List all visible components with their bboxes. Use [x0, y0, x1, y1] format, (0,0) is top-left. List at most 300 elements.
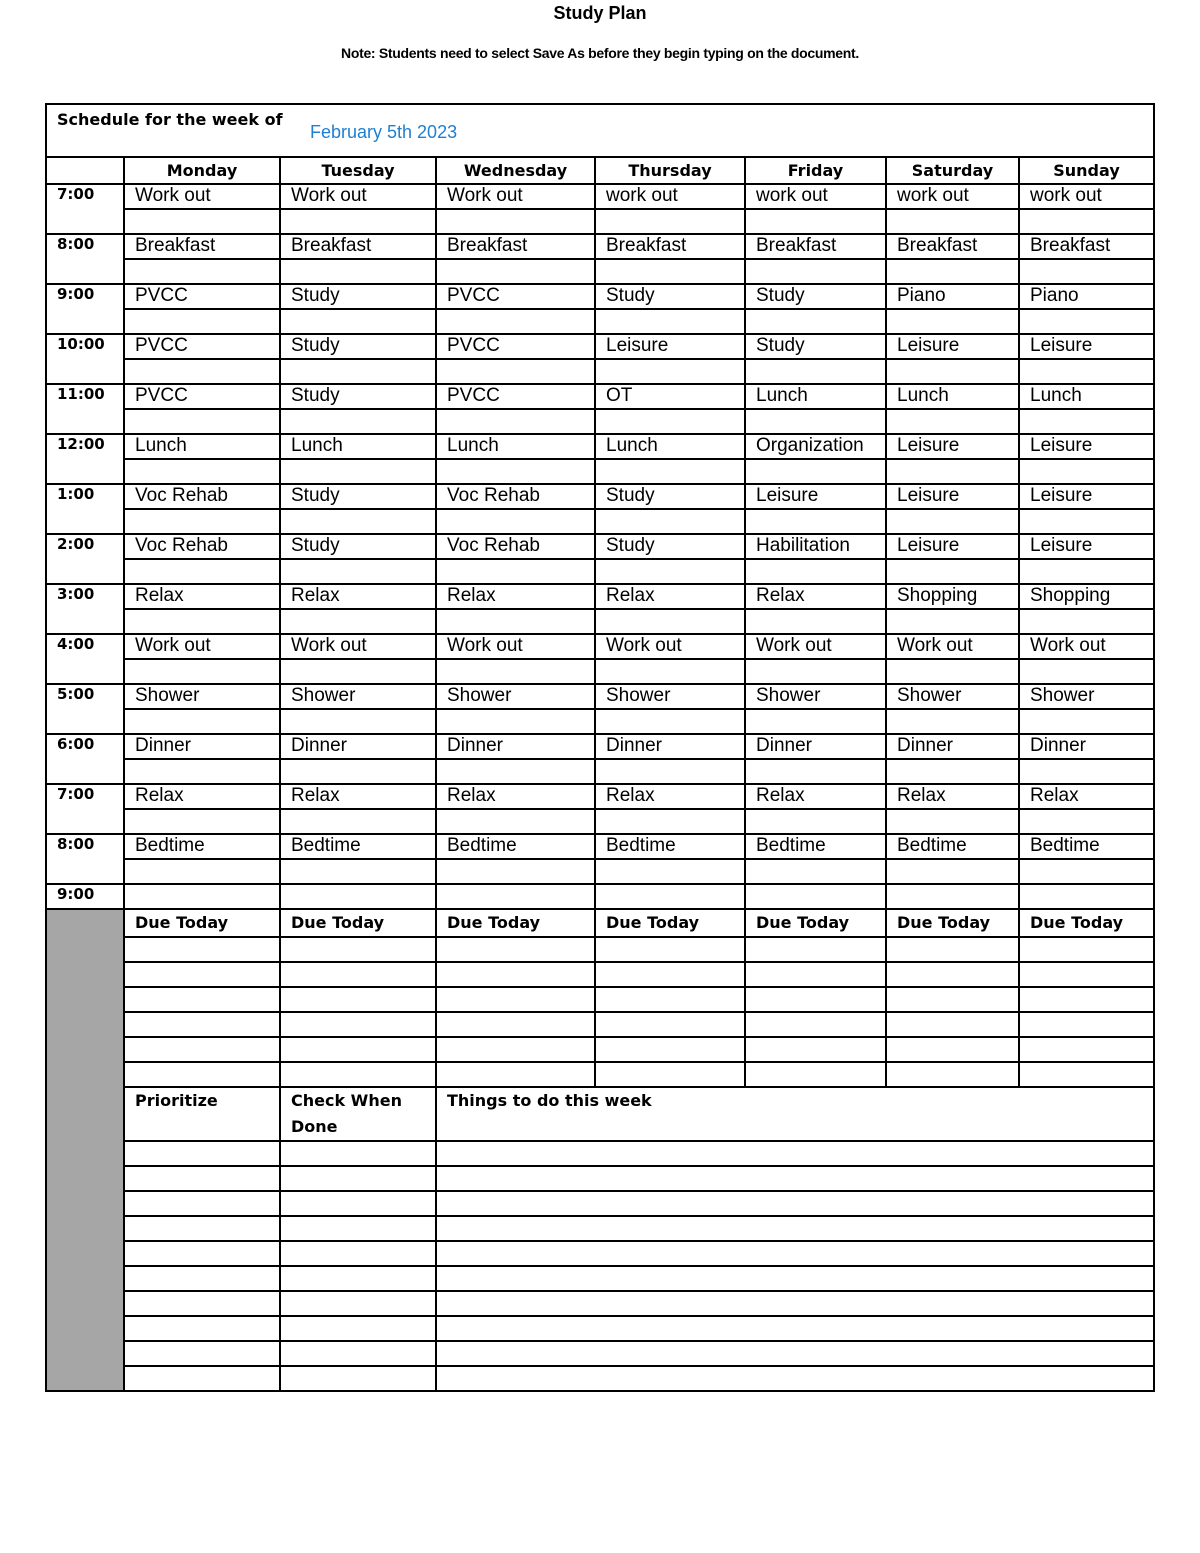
- activity-cell[interactable]: Work out: [124, 634, 280, 659]
- blank-cell[interactable]: [886, 609, 1019, 634]
- blank-cell[interactable]: [280, 209, 436, 234]
- blank-cell[interactable]: [1019, 409, 1154, 434]
- check-cell[interactable]: [280, 1316, 436, 1341]
- schedule-row-spacer: [46, 309, 1154, 334]
- blank-cell[interactable]: [124, 359, 280, 384]
- schedule-row: [46, 234, 1154, 259]
- activity-cell[interactable]: Relax: [886, 784, 1019, 809]
- activity-cell[interactable]: Leisure: [1019, 534, 1154, 559]
- due-today-entry-row: [46, 987, 1154, 1012]
- activity-cell[interactable]: Breakfast: [280, 234, 436, 259]
- blank-cell[interactable]: [886, 659, 1019, 684]
- blank-cell[interactable]: [745, 884, 886, 909]
- activity-cell[interactable]: Relax: [595, 584, 745, 609]
- activity-cell[interactable]: Bedtime: [124, 834, 280, 859]
- due-today-cell[interactable]: [436, 962, 595, 987]
- activity-cell[interactable]: Leisure: [1019, 434, 1154, 459]
- activity-cell[interactable]: Breakfast: [745, 234, 886, 259]
- blank-cell[interactable]: [1019, 509, 1154, 534]
- due-today-cell[interactable]: [436, 1062, 595, 1087]
- activity-cell[interactable]: Bedtime: [436, 834, 595, 859]
- due-today-cell[interactable]: [595, 962, 745, 987]
- blank-cell[interactable]: [595, 309, 745, 334]
- activity-cell[interactable]: Relax: [745, 584, 886, 609]
- prioritize-cell[interactable]: [124, 1166, 280, 1191]
- activity-cell[interactable]: Study: [280, 534, 436, 559]
- prioritize-cell[interactable]: [124, 1241, 280, 1266]
- activity-cell[interactable]: OT: [595, 384, 745, 409]
- time-label: 1:00: [46, 484, 124, 534]
- todo-item-cell[interactable]: [436, 1141, 1154, 1166]
- blank-cell[interactable]: [1019, 859, 1154, 884]
- due-today-cell[interactable]: [1019, 937, 1154, 962]
- blank-cell[interactable]: [124, 884, 280, 909]
- activity-cell[interactable]: PVCC: [436, 384, 595, 409]
- blank-cell[interactable]: [745, 659, 886, 684]
- day-header: Tuesday: [280, 157, 436, 184]
- prioritize-cell[interactable]: [124, 1141, 280, 1166]
- due-today-cell[interactable]: [124, 987, 280, 1012]
- time-label: 7:00: [46, 784, 124, 834]
- check-cell[interactable]: [280, 1191, 436, 1216]
- due-today-label: Due Today: [280, 909, 436, 937]
- blank-cell[interactable]: [280, 559, 436, 584]
- blank-cell[interactable]: [280, 309, 436, 334]
- todo-item-cell[interactable]: [436, 1291, 1154, 1316]
- blank-cell[interactable]: [745, 309, 886, 334]
- due-today-entry-row: [46, 1062, 1154, 1087]
- activity-cell[interactable]: Breakfast: [1019, 234, 1154, 259]
- activity-cell[interactable]: Leisure: [886, 484, 1019, 509]
- activity-cell[interactable]: Work out: [1019, 634, 1154, 659]
- blank-cell[interactable]: [595, 859, 745, 884]
- prioritize-label: Prioritize: [124, 1087, 280, 1141]
- check-cell[interactable]: [280, 1366, 436, 1391]
- blank-cell[interactable]: [436, 859, 595, 884]
- activity-cell[interactable]: Shower: [280, 684, 436, 709]
- activity-cell[interactable]: Lunch: [1019, 384, 1154, 409]
- due-today-cell[interactable]: [745, 1062, 886, 1087]
- activity-cell[interactable]: Work out: [745, 634, 886, 659]
- prioritize-cell[interactable]: [124, 1191, 280, 1216]
- activity-cell[interactable]: Study: [745, 334, 886, 359]
- blank-cell[interactable]: [745, 509, 886, 534]
- blank-cell[interactable]: [886, 859, 1019, 884]
- due-today-cell[interactable]: [886, 1062, 1019, 1087]
- blank-cell[interactable]: [886, 309, 1019, 334]
- activity-cell[interactable]: Breakfast: [436, 234, 595, 259]
- blank-cell[interactable]: [745, 459, 886, 484]
- blank-cell[interactable]: [886, 359, 1019, 384]
- blank-cell[interactable]: [595, 509, 745, 534]
- blank-cell[interactable]: [124, 259, 280, 284]
- blank-cell[interactable]: [1019, 559, 1154, 584]
- blank-cell[interactable]: [436, 609, 595, 634]
- blank-cell[interactable]: [886, 459, 1019, 484]
- activity-cell[interactable]: Work out: [280, 184, 436, 209]
- due-today-cell[interactable]: [280, 1037, 436, 1062]
- activity-cell[interactable]: Leisure: [745, 484, 886, 509]
- activity-cell[interactable]: Relax: [124, 784, 280, 809]
- prioritize-cell[interactable]: [124, 1366, 280, 1391]
- blank-cell[interactable]: [1019, 259, 1154, 284]
- activity-cell[interactable]: Study: [280, 484, 436, 509]
- activity-cell[interactable]: Shopping: [1019, 584, 1154, 609]
- prioritize-cell[interactable]: [124, 1341, 280, 1366]
- due-today-cell[interactable]: [886, 962, 1019, 987]
- activity-cell[interactable]: Shower: [595, 684, 745, 709]
- activity-cell[interactable]: Shower: [436, 684, 595, 709]
- activity-cell[interactable]: Dinner: [886, 734, 1019, 759]
- blank-cell[interactable]: [124, 459, 280, 484]
- time-label: 11:00: [46, 384, 124, 434]
- due-today-cell[interactable]: [886, 1012, 1019, 1037]
- week-header-cell: [46, 104, 1154, 157]
- activity-cell[interactable]: Work out: [436, 634, 595, 659]
- blank-cell[interactable]: [124, 509, 280, 534]
- blank-cell[interactable]: [1019, 209, 1154, 234]
- activity-cell[interactable]: PVCC: [124, 334, 280, 359]
- activity-cell[interactable]: Dinner: [745, 734, 886, 759]
- activity-cell[interactable]: Lunch: [124, 434, 280, 459]
- activity-cell[interactable]: Relax: [436, 784, 595, 809]
- activity-cell[interactable]: Bedtime: [745, 834, 886, 859]
- blank-cell[interactable]: [1019, 759, 1154, 784]
- blank-cell[interactable]: [436, 809, 595, 834]
- activity-cell[interactable]: Leisure: [1019, 484, 1154, 509]
- blank-cell[interactable]: [595, 459, 745, 484]
- activity-cell[interactable]: Breakfast: [886, 234, 1019, 259]
- due-today-cell[interactable]: [1019, 987, 1154, 1012]
- blank-cell[interactable]: [280, 659, 436, 684]
- blank-cell[interactable]: [124, 859, 280, 884]
- schedule-table: [45, 103, 1155, 1392]
- activity-cell[interactable]: Dinner: [280, 734, 436, 759]
- blank-cell[interactable]: [886, 259, 1019, 284]
- week-label: Schedule for the week of: [57, 110, 283, 129]
- blank-cell[interactable]: [1019, 659, 1154, 684]
- activity-cell[interactable]: Work out: [436, 184, 595, 209]
- activity-cell[interactable]: Relax: [595, 784, 745, 809]
- activity-cell[interactable]: Work out: [124, 184, 280, 209]
- check-cell[interactable]: [280, 1266, 436, 1291]
- activity-cell[interactable]: Lunch: [595, 434, 745, 459]
- schedule-row: [46, 884, 1154, 909]
- activity-cell[interactable]: PVCC: [436, 284, 595, 309]
- blank-cell[interactable]: [1019, 359, 1154, 384]
- activity-cell[interactable]: Piano: [886, 284, 1019, 309]
- blank-cell[interactable]: [436, 209, 595, 234]
- blank-cell[interactable]: [886, 409, 1019, 434]
- blank-cell[interactable]: [124, 609, 280, 634]
- blank-cell[interactable]: [1019, 809, 1154, 834]
- due-today-cell[interactable]: [1019, 1037, 1154, 1062]
- activity-cell[interactable]: Bedtime: [280, 834, 436, 859]
- due-today-cell[interactable]: [595, 1062, 745, 1087]
- blank-cell[interactable]: [595, 659, 745, 684]
- due-today-cell[interactable]: [886, 1037, 1019, 1062]
- activity-cell[interactable]: Habilitation: [745, 534, 886, 559]
- due-today-cell[interactable]: [595, 1037, 745, 1062]
- blank-cell[interactable]: [595, 259, 745, 284]
- activity-cell[interactable]: work out: [1019, 184, 1154, 209]
- activity-cell[interactable]: Work out: [280, 634, 436, 659]
- todo-item-cell[interactable]: [436, 1316, 1154, 1341]
- due-today-cell[interactable]: [436, 987, 595, 1012]
- blank-cell[interactable]: [745, 859, 886, 884]
- activity-cell[interactable]: Breakfast: [595, 234, 745, 259]
- blank-cell[interactable]: [280, 709, 436, 734]
- blank-cell[interactable]: [280, 409, 436, 434]
- activity-cell[interactable]: Relax: [1019, 784, 1154, 809]
- activity-cell[interactable]: Dinner: [124, 734, 280, 759]
- blank-cell[interactable]: [280, 609, 436, 634]
- activity-cell[interactable]: Organization: [745, 434, 886, 459]
- activity-cell[interactable]: PVCC: [124, 284, 280, 309]
- activity-cell[interactable]: Voc Rehab: [436, 534, 595, 559]
- blank-cell[interactable]: [595, 359, 745, 384]
- due-today-entry-row: [46, 1037, 1154, 1062]
- due-today-cell[interactable]: [124, 962, 280, 987]
- activity-cell[interactable]: Lunch: [280, 434, 436, 459]
- activity-cell[interactable]: Work out: [886, 634, 1019, 659]
- time-label: 9:00: [46, 284, 124, 334]
- blank-cell[interactable]: [436, 709, 595, 734]
- check-cell[interactable]: [280, 1166, 436, 1191]
- prioritize-cell[interactable]: [124, 1266, 280, 1291]
- blank-cell[interactable]: [124, 759, 280, 784]
- activity-cell[interactable]: Study: [595, 284, 745, 309]
- blank-cell[interactable]: [745, 359, 886, 384]
- todo-item-cell[interactable]: [436, 1216, 1154, 1241]
- activity-cell[interactable]: PVCC: [436, 334, 595, 359]
- todo-item-cell[interactable]: [436, 1266, 1154, 1291]
- blank-cell[interactable]: [436, 509, 595, 534]
- schedule-row-spacer: [46, 859, 1154, 884]
- blank-cell[interactable]: [436, 884, 595, 909]
- due-today-cell[interactable]: [280, 1012, 436, 1037]
- blank-cell[interactable]: [1019, 609, 1154, 634]
- activity-cell[interactable]: Dinner: [595, 734, 745, 759]
- activity-cell[interactable]: Shower: [886, 684, 1019, 709]
- activity-cell[interactable]: Voc Rehab: [436, 484, 595, 509]
- due-today-cell[interactable]: [886, 937, 1019, 962]
- due-today-cell[interactable]: [436, 1037, 595, 1062]
- activity-cell[interactable]: Relax: [280, 584, 436, 609]
- activity-cell[interactable]: Dinner: [1019, 734, 1154, 759]
- activity-cell[interactable]: Lunch: [436, 434, 595, 459]
- activity-cell[interactable]: Shower: [745, 684, 886, 709]
- due-today-cell[interactable]: [745, 987, 886, 1012]
- due-today-cell[interactable]: [1019, 1012, 1154, 1037]
- blank-cell[interactable]: [745, 409, 886, 434]
- due-today-cell[interactable]: [1019, 962, 1154, 987]
- check-cell[interactable]: [280, 1341, 436, 1366]
- activity-cell[interactable]: Relax: [280, 784, 436, 809]
- blank-cell[interactable]: [595, 609, 745, 634]
- page-title: Study Plan: [553, 3, 647, 23]
- activity-cell[interactable]: Work out: [595, 634, 745, 659]
- activity-cell[interactable]: Voc Rehab: [124, 484, 280, 509]
- todo-item-cell[interactable]: [436, 1166, 1154, 1191]
- blank-cell[interactable]: [280, 809, 436, 834]
- activity-cell[interactable]: Lunch: [745, 384, 886, 409]
- activity-cell[interactable]: Lunch: [886, 384, 1019, 409]
- blank-cell[interactable]: [595, 559, 745, 584]
- due-today-cell[interactable]: [745, 962, 886, 987]
- activity-cell[interactable]: Leisure: [886, 334, 1019, 359]
- activity-cell[interactable]: Bedtime: [886, 834, 1019, 859]
- due-today-cell[interactable]: [280, 987, 436, 1012]
- blank-cell[interactable]: [436, 759, 595, 784]
- check-cell[interactable]: [280, 1241, 436, 1266]
- blank-cell[interactable]: [595, 759, 745, 784]
- activity-cell[interactable]: Relax: [124, 584, 280, 609]
- blank-cell[interactable]: [124, 709, 280, 734]
- blank-cell[interactable]: [886, 509, 1019, 534]
- due-today-cell[interactable]: [745, 937, 886, 962]
- todo-item-cell[interactable]: [436, 1241, 1154, 1266]
- activity-cell[interactable]: Study: [280, 334, 436, 359]
- activity-cell[interactable]: Piano: [1019, 284, 1154, 309]
- blank-cell[interactable]: [595, 709, 745, 734]
- due-today-cell[interactable]: [124, 1012, 280, 1037]
- due-today-cell[interactable]: [280, 962, 436, 987]
- due-today-cell[interactable]: [124, 1037, 280, 1062]
- check-cell[interactable]: [280, 1291, 436, 1316]
- prioritize-cell[interactable]: [124, 1291, 280, 1316]
- blank-cell[interactable]: [280, 859, 436, 884]
- blank-cell[interactable]: [436, 559, 595, 584]
- blank-cell[interactable]: [124, 659, 280, 684]
- activity-cell[interactable]: Shower: [1019, 684, 1154, 709]
- blank-cell[interactable]: [886, 559, 1019, 584]
- activity-cell[interactable]: Leisure: [595, 334, 745, 359]
- blank-cell[interactable]: [745, 759, 886, 784]
- due-today-cell[interactable]: [886, 987, 1019, 1012]
- blank-cell[interactable]: [595, 809, 745, 834]
- blank-cell[interactable]: [436, 309, 595, 334]
- due-today-cell[interactable]: [280, 937, 436, 962]
- activity-cell[interactable]: Shower: [124, 684, 280, 709]
- time-label: 10:00: [46, 334, 124, 384]
- blank-cell[interactable]: [745, 609, 886, 634]
- blank-cell[interactable]: [436, 259, 595, 284]
- activity-cell[interactable]: Study: [595, 534, 745, 559]
- blank-cell[interactable]: [745, 259, 886, 284]
- due-today-cell[interactable]: [595, 1012, 745, 1037]
- blank-cell[interactable]: [886, 709, 1019, 734]
- week-date-field[interactable]: February 5th 2023: [310, 122, 458, 142]
- activity-cell[interactable]: Breakfast: [124, 234, 280, 259]
- due-today-cell[interactable]: [124, 937, 280, 962]
- blank-cell[interactable]: [745, 209, 886, 234]
- todo-entry-row: [46, 1241, 1154, 1266]
- blank-cell[interactable]: [1019, 709, 1154, 734]
- blank-cell[interactable]: [436, 409, 595, 434]
- blank-cell[interactable]: [886, 209, 1019, 234]
- blank-cell[interactable]: [280, 259, 436, 284]
- blank-cell[interactable]: [886, 759, 1019, 784]
- due-today-cell[interactable]: [436, 937, 595, 962]
- todo-item-cell[interactable]: [436, 1366, 1154, 1391]
- activity-cell[interactable]: Leisure: [1019, 334, 1154, 359]
- time-label: 9:00: [46, 884, 124, 909]
- activity-cell[interactable]: work out: [745, 184, 886, 209]
- blank-cell[interactable]: [1019, 459, 1154, 484]
- blank-cell[interactable]: [886, 809, 1019, 834]
- activity-cell[interactable]: Dinner: [436, 734, 595, 759]
- activity-cell[interactable]: Relax: [436, 584, 595, 609]
- blank-cell[interactable]: [280, 509, 436, 534]
- activity-cell[interactable]: Bedtime: [1019, 834, 1154, 859]
- activity-cell[interactable]: Shopping: [886, 584, 1019, 609]
- due-today-cell[interactable]: [595, 987, 745, 1012]
- due-today-cell[interactable]: [124, 1062, 280, 1087]
- activity-cell[interactable]: Study: [280, 284, 436, 309]
- schedule-row: [46, 184, 1154, 209]
- blank-cell[interactable]: [124, 309, 280, 334]
- blank-cell[interactable]: [595, 409, 745, 434]
- due-today-cell[interactable]: [436, 1012, 595, 1037]
- prioritize-cell[interactable]: [124, 1316, 280, 1341]
- blank-cell[interactable]: [745, 559, 886, 584]
- activity-cell[interactable]: Leisure: [886, 434, 1019, 459]
- check-cell[interactable]: [280, 1141, 436, 1166]
- blank-cell[interactable]: [886, 884, 1019, 909]
- todo-item-cell[interactable]: [436, 1191, 1154, 1216]
- activity-cell[interactable]: Study: [280, 384, 436, 409]
- check-cell[interactable]: [280, 1216, 436, 1241]
- due-today-cell[interactable]: [745, 1037, 886, 1062]
- due-today-label: Due Today: [595, 909, 745, 937]
- blank-cell[interactable]: [745, 809, 886, 834]
- blank-cell[interactable]: [124, 559, 280, 584]
- blank-cell[interactable]: [745, 709, 886, 734]
- todo-item-cell[interactable]: [436, 1341, 1154, 1366]
- blank-cell[interactable]: [436, 459, 595, 484]
- blank-cell[interactable]: [436, 359, 595, 384]
- prioritize-cell[interactable]: [124, 1216, 280, 1241]
- blank-cell[interactable]: [1019, 309, 1154, 334]
- due-today-cell[interactable]: [745, 1012, 886, 1037]
- activity-cell[interactable]: Leisure: [886, 534, 1019, 559]
- blank-cell[interactable]: [280, 359, 436, 384]
- activity-cell[interactable]: work out: [595, 184, 745, 209]
- blank-cell[interactable]: [124, 409, 280, 434]
- blank-cell[interactable]: [280, 459, 436, 484]
- activity-cell[interactable]: work out: [886, 184, 1019, 209]
- activity-cell[interactable]: Study: [595, 484, 745, 509]
- blank-cell[interactable]: [436, 659, 595, 684]
- blank-cell[interactable]: [124, 209, 280, 234]
- blank-cell[interactable]: [280, 759, 436, 784]
- activity-cell[interactable]: Study: [745, 284, 886, 309]
- blank-cell[interactable]: [124, 809, 280, 834]
- due-today-cell[interactable]: [1019, 1062, 1154, 1087]
- blank-cell[interactable]: [595, 884, 745, 909]
- blank-cell[interactable]: [1019, 884, 1154, 909]
- activity-cell[interactable]: PVCC: [124, 384, 280, 409]
- activity-cell[interactable]: Bedtime: [595, 834, 745, 859]
- activity-cell[interactable]: Relax: [745, 784, 886, 809]
- blank-cell[interactable]: [595, 209, 745, 234]
- activity-cell[interactable]: Voc Rehab: [124, 534, 280, 559]
- due-today-cell[interactable]: [280, 1062, 436, 1087]
- gray-side-column: [46, 909, 124, 1391]
- blank-cell[interactable]: [280, 884, 436, 909]
- due-today-cell[interactable]: [595, 937, 745, 962]
